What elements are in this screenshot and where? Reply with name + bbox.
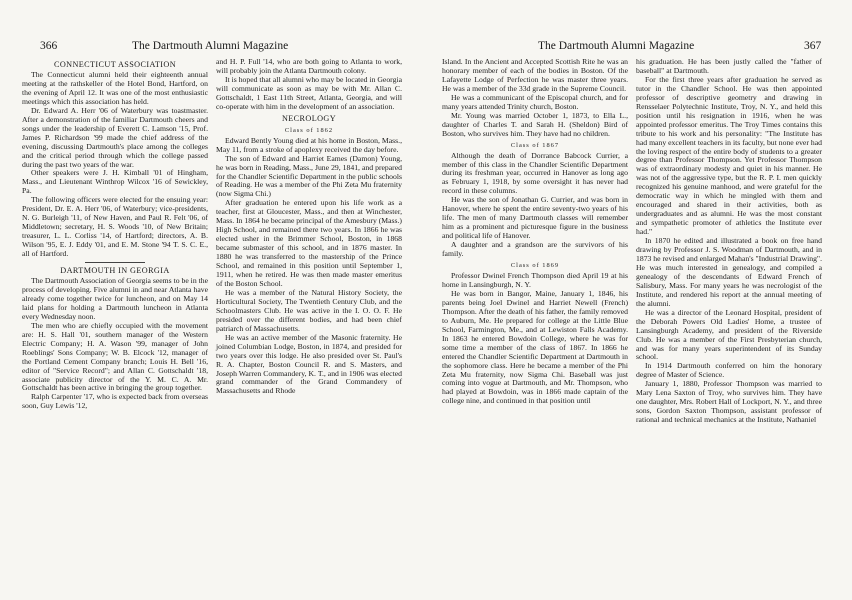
- right-page: [426, 0, 852, 600]
- paragraph: He was a director of the Leonard Hospital, president of the Deborah Powers Old Ladies' Home, a trustee of Lansingburgh Academy, and president of the Riverside Club. He was a member of the First Presbyterian church, and was for many years superintendent of its Sunday school.: [636, 307, 822, 362]
- paragraph: For the first three years after graduation he served as tutor in the Chandler School. He was then appointed professor of descriptive geometry and drawing in Rensselaer Polytechnic Institute, Troy, N. Y., and held this position until his resignation in 1916, when he was appointed professor emeritus. The Troy Times contains this tribute to his work and his personality: "The Institute has had many excellent teachers in its faculty, but none ever had the loving respect of the entire body of students to a greater degree than Professor Thompson. Yet Professor Thompson was of extraordinary modesty and quiet in his manner. He was not of the aggressive type, but the R. P. I. men quickly recognized his genuine manhood, and were grateful for the democratic way in which he mingled with them and encouraged and shared in their activities, both as undergraduates and as alumni. He was the most constant and sympathetic promoter of athletics the Institute ever had.": [636, 74, 822, 237]
- class-year-heading: Class of 1869: [510, 262, 560, 270]
- paragraph: He was born in Bangor, Maine, January 1, 1846, his parents being Joel Dwinel and Harriet Newell (French) Thompson. After the death of his father, the family removed to Auburn, Me. He prepared for college at the Little Blue School, Farmington, Me., and at Lewiston Falls Academy. In 1863 he entered Bowdoin College, where he was for some time a member of the class of 1867. In 1866 he entered the Chandler Scientific Department at Dartmouth in the sophomore class. Here he became a member of the Phi Zeta Mu fraternity, now Sigma Chi. Baseball was just coming into vogue at Dartmouth, and Mr. Thompson, who had played at Bowdoin, was in 1866 made captain of the college nine, and continued in that position until: [442, 288, 628, 406]
- paragraph: Dr. Edward A. Herr '06 of Waterbury was toastmaster. After a demonstration of the familiar Dartmouth cheers and songs under the leadership of Everett C. Lamson '15, Prof. James P. Richardson '99 made the chief address of the evening, discussing Dartmouth's place among the colleges and the critical period through which the college passed during the past two years of the war.: [22, 105, 208, 169]
- paragraph: In 1914 Dartmouth conferred on him the honorary degree of Master of Science.: [636, 361, 822, 380]
- paragraph: The men who are chiefly occupied with the movement are: H. S. Hall '01, southern manager of the Western Electric Company; H. A. Wason '99, manager of John Roeblings' Sons Company; W. B. Elcock '12, manager of the Portland Cement Company branch; Louis H. Bell '16, editor of "Service Record"; and Allan C. Gottschaldt '18, associate publicity director of the Y. M. C. A. Mr. Gottschaldt has been active in bringing the group together.: [22, 320, 208, 393]
- paragraph: Professor Dwinel French Thompson died April 19 at his home in Lansingburgh, N. Y.: [442, 271, 628, 289]
- paragraph: A daughter and a grandson are the survivors of his family.: [442, 240, 628, 259]
- class-year-heading: Class of 1867: [510, 141, 560, 149]
- left-running-title: The Dartmouth Alumni Magazine: [132, 40, 289, 52]
- paragraph: The Dartmouth Association of Georgia seems to be in the process of developing. Five alumni in and near Atlanta have already come together twice for luncheon, and on May 14 laid plans for holding a Dartmouth luncheon in Atlanta every Wednesday noon.: [22, 276, 208, 321]
- paragraph: and H. P. Full '14, who are both going to Atlanta to work, will probably join the Atlanta Dartmouth colony.: [216, 57, 402, 75]
- paragraph: Ralph Carpenter '17, who is expected back from overseas soon, Guy Lewis '12,: [22, 392, 208, 411]
- class-year-heading: Class of 1862: [284, 126, 334, 134]
- right-running-title: The Dartmouth Alumni Magazine: [538, 40, 695, 52]
- paragraph: his graduation. He has been justly called the "father of baseball" at Dartmouth.: [636, 57, 822, 75]
- paragraph: In 1870 he edited and illustrated a book on free hand drawing by Professor J. S. Woodman of Dartmouth, and in 1873 he revised and enlarged Mahan's "Industrial Drawing". He was much interested in genealogy, and compiled a genealogy of the descendants of Edward French of Salisbury, Mass. For many years he was necrologist of the Institute, and rendered his report at the annual meeting of the alumni.: [636, 236, 822, 308]
- right-page-number: 367: [804, 40, 822, 52]
- paragraph: It is hoped that all alumni who may be located in Georgia will communicate as soon as may be with Mr. Allan C. Gottschaldt, 1 East 11th Street, Atlanta, Georgia, and will co-operate with him in the development of an association.: [216, 74, 402, 111]
- paragraph: He was the son of Jonathan G. Currier, and was born in Hanover, where he spent the entire seventy-two years of his life. The men of many Dartmouth classes will remember him as a prominent and picturesque figure in the business and political life of Hanover.: [442, 195, 628, 241]
- paragraph: Island. In the Ancient and Accepted Scottish Rite he was an honorary member of each of the bodies in Boston. Of the Lafayette Lodge of Perfection he was master three years. He was a member of the 33d grade in the Supreme Council.: [442, 57, 628, 93]
- paragraph: The Connecticut alumni held their eighteenth annual meeting at the rathskeller of the Hotel Bond, Hartford, on the evening of April 12. It was one of the most enthusiastic meetings which this association has held.: [22, 70, 208, 106]
- section-heading: CONNECTICUT ASSOCIATION: [53, 60, 177, 69]
- paragraph: Edward Bently Young died at his home in Boston, Mass., May 11, from a stroke of apoplexy received the day before.: [216, 135, 402, 154]
- section-divider: [85, 262, 145, 263]
- paragraph: He was a communicant of the Episcopal church, and for many years attended Trinity church, Boston.: [442, 92, 628, 111]
- paragraph: Although the death of Dorrance Babcock Currier, a member of this class in the Chandler Scientific Department during its freshman year, occurred in Hanover as long ago as February 1, 1918, by some oversight it has never had record in these columns.: [442, 150, 628, 196]
- left-column-1: [22, 58, 208, 411]
- paragraph: Other speakers were J. H. Kimball '01 of Hingham, Mass., and Lieutenant Winthrop Wilcox '16 of Sewickley, Pa.: [22, 168, 208, 196]
- paragraph: He was a member of the Natural History Society, the Horticultural Society, The Twentieth Century Club, and the Schoolmasters Club. He was active in the I. O. O. F. He presided over the different bodies, and had been chief patriarch of Massachusetts.: [216, 287, 402, 333]
- paragraph: The son of Edward and Harriet Eames (Damon) Young, he was born in Reading, Mass., June 29, 1841, and prepared for the Chandler Scientific Department in the public schools of Reading. He was a member of the Phi Zeta Mu fraternity (now Sigma Chi.): [216, 153, 402, 199]
- left-column-2: [216, 58, 402, 396]
- paragraph: January 1, 1880, Professor Thompson was married to Mary Lena Saxton of Troy, who survives him. They have one daughter, Mrs. Robert Hall of Lockport, N. Y., and three sons, Gordon Saxton Thompson, assistant professor of rational and technical mechanics at the Institute, Nathaniel: [636, 379, 822, 425]
- right-column-1: [442, 58, 628, 406]
- section-heading: DARTMOUTH IN GEORGIA: [60, 266, 170, 276]
- paragraph: He was an active member of the Masonic fraternity. He joined Columbian Lodge, Boston, in 1874, and presided for two years over this lodge. He also presided over St. Paul's R. A. Chapter, Boston Council R. and S. Masters, and Joseph Warren Commandery, K. T., and in 1906 was elected grand commander of the Grand Commandery of Massachusetts and Rhode: [216, 332, 402, 396]
- right-column-2: [636, 58, 822, 425]
- section-heading: NECROLOGY: [281, 113, 337, 123]
- paragraph: Mr. Young was married October 1, 1873, to Ella L., daughter of Charles T. and Sarah H. (Sheldon) Bird of Boston, who survives him. They have had no children.: [442, 110, 628, 138]
- paragraph: After graduation he entered upon his life work as a teacher, first at Gloucester, Mass., and then at Winchester, Mass. In 1864 he became principal of the Amesbury (Mass.) High School, and remained there two years. In 1866 he was elected usher in the Brimmer School, Boston, in 1868 became submaster of this school, and in 1876 master. In 1880 he was transferred to the mastership of the Prince School, and remained in this position until September 1, 1911, when he retired. He was then made master emeritus of the Boston School.: [216, 198, 402, 288]
- paragraph: The following officers were elected for the ensuing year: President, Dr. E. A. Herr '06, of Waterbury; vice-presidents, N. G. Burleigh '11, of New Haven, and Paul R. Felt '06, of Middletown; secretary, H. S. Woods '10, of New Britain; treasurer, L. L. Corliss '14, of Hartford; directors, A. B. Wilson '95, E. J. Eddy '01, and E. M. Stone '94 T. S. C. E., all of Hartford.: [22, 195, 208, 259]
- left-page-number: 366: [40, 40, 58, 52]
